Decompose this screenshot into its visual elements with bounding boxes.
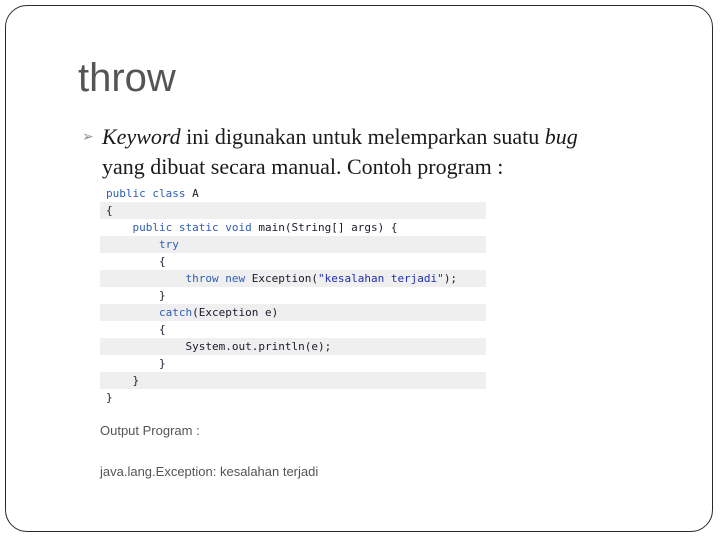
code-line: catch(Exception e) xyxy=(100,304,486,321)
code-line: } xyxy=(106,289,166,302)
bullet-bug-word: bug xyxy=(544,124,578,149)
code-line: System.out.println(e); xyxy=(100,338,486,355)
code-line: public static void main(String[] args) { xyxy=(132,221,398,234)
bullet-keyword: Keyword xyxy=(102,124,181,149)
output-value: java.lang.Exception: kesalahan terjadi xyxy=(100,464,319,479)
slide-title: throw xyxy=(78,56,176,100)
code-line: } xyxy=(100,372,486,389)
code-line: } xyxy=(106,357,166,370)
code-line: { xyxy=(106,323,166,336)
code-line: { xyxy=(106,255,166,268)
code-line: { xyxy=(100,202,486,219)
code-line: try xyxy=(100,236,486,253)
code-line: throw new Exception("kesalahan terjadi"); xyxy=(100,270,486,287)
code-listing xyxy=(100,185,486,406)
bullet-text: ini digunakan untuk melemparkan suatu xyxy=(180,124,545,149)
bullet-line-1 xyxy=(82,122,682,152)
bullet-paragraph xyxy=(82,122,682,181)
code-line: public class A xyxy=(106,187,199,200)
code-line: } xyxy=(106,391,113,404)
bullet-line-2: yang dibuat secara manual. Contoh program : xyxy=(102,154,504,179)
bullet-arrow-icon: ➢ xyxy=(82,130,94,145)
output-label: Output Program : xyxy=(100,423,200,438)
